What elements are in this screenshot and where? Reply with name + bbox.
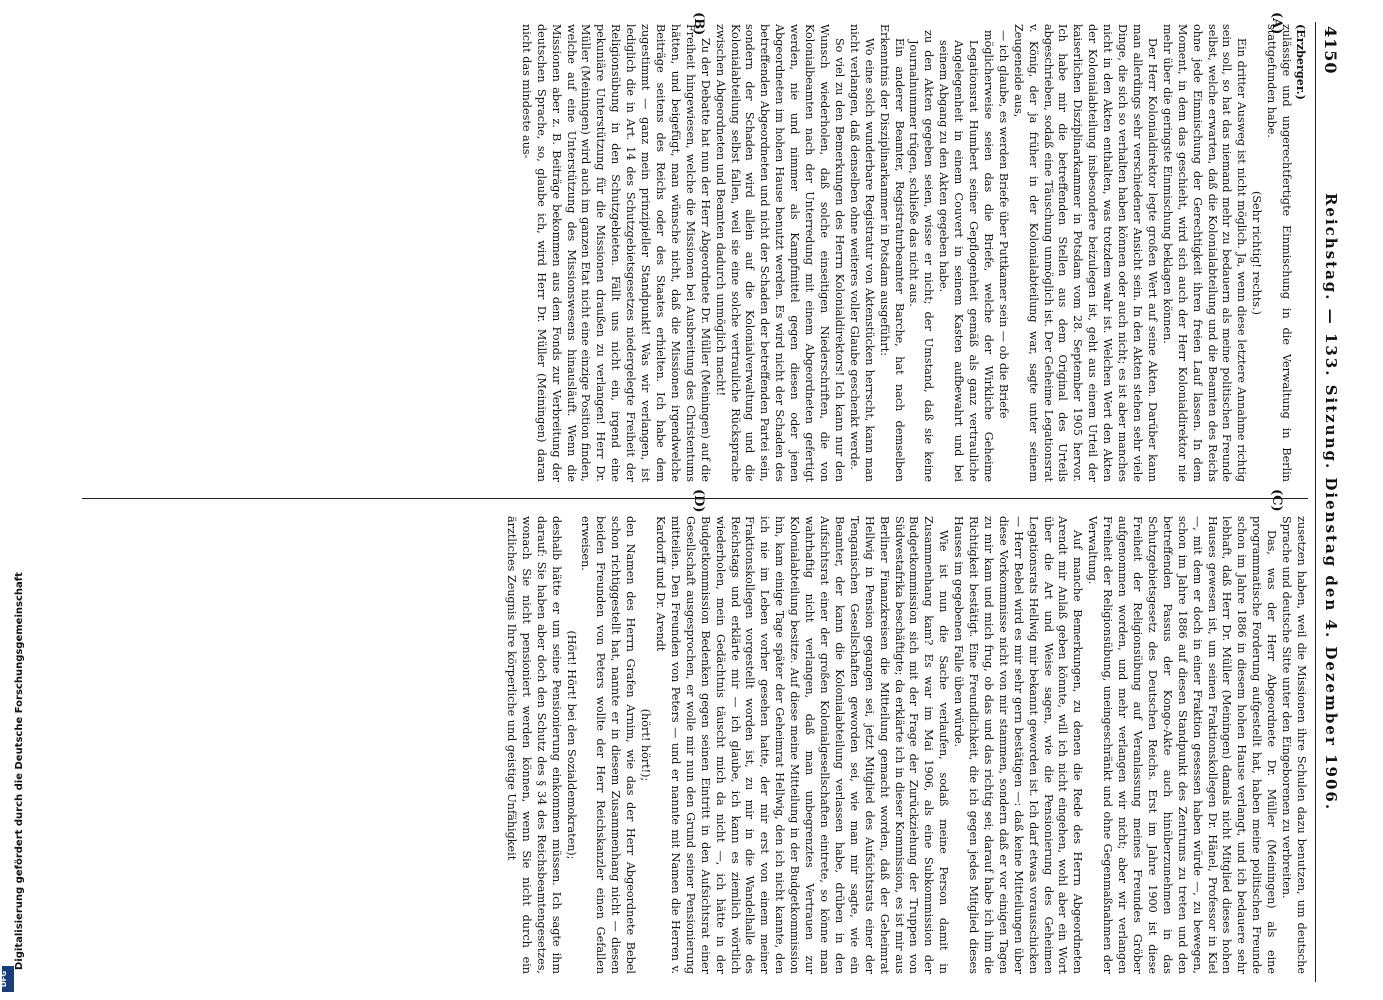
margin-mark-a: (A) — [1269, 12, 1284, 35]
paragraph: Das, was der Herr Abgeordnete Dr. Müller (Meiningen) als eine programmatische Forderung aufgestellt hat, haben meine politischen Freunde schon im Jahre 1886 in diesem hohen Hause verlangt, und ich bedauere sehr lebhaft, daß Herr Dr. Müller (Meiningen) damals nicht Mitglied dieses hohen Hauses gewesen ist, um seinen Fraktionskollegen Dr. Hänel, Professor in Kiel —, mit dem er doch in einer Fraktion gesessen haben würde —, zu bewegen, schon im Jahre 1886 auf diesen Standpunkt des Zentrums zu treten und den betreffenden Passus der Kongo-Akte auch hinüberzunehmen in das Schutzgebietsgesetz des Deutschen Reichs. Erst im Jahre 1900 ist diese Freiheit der Religionsübung auf Veranlassung meines Freundes Gröber aufgenommen worden, und mehr verlangen wir nicht; aber wir verlangen Freiheit der Religionsübung, uneingeschränkt und ohne Gegenmaßnahmen der Verwaltung. — [1086, 516, 1279, 974]
page-header — [1312, 22, 1342, 982]
header-rule — [1315, 22, 1316, 982]
paragraph: So viel zu den Bemerkungen des Herrn Kolonialdirektors! Ich kann nur den Wunsch wiederholen, daß solche einseitigen Niederschriften, die von Kolonialbeamten nach der Unterredung mit einem Abgeordneten gefertigt werden, nie und nimmer als Kampfmittel gegen diesen oder jenen Abgeordneten im hohen Hause benutzt werden. Es wird nicht der Schaden des betreffenden Abgeordneten und nicht der Schaden der betreffenden Partei sein, sondern der Schaden wird allein auf die Kolonialverwaltung und die Kolonialabteilung selbst fallen, weil sie eine solche vertrauliche Rücksprache zwischen Abgeordneten und Beamten dadurch unmöglich macht! — [713, 24, 846, 482]
paragraph: deshalb hätte er um seine Pensionierung einkommen müssen. Ich sagte ihm darauf: Sie haben aber doch den Schutz des § 34 des Reichsbeamtengesetzes, wonach Sie nicht pensioniert werden können, wenn Sie nicht durch ein ärztliches Zeugnis Ihre körperliche und geistige Unfähigkeit — [504, 516, 563, 974]
margin-mark-b: (B) — [691, 12, 706, 36]
paragraph: Zu der Debatte hat nun der Herr Abgeordnete Dr. Müller (Meiningen) auf die Freiheit hingewiesen, welche die Missionen bei Ausbreitung des Christentums hätten, und beigefügt, man wünsche nicht, daß die Missionen irgendwelche Beiträge seitens des Reichs oder des Staates erhielten. Ich habe dem zugestimmt — ganz mein prinzipieller Standpunkt! Was wir verlangen, ist lediglich die in Art. 14 des Schutzgebietsgesetzes niedergelegte Freiheit der Religionsübung in den Schutzgebieten. Fällt uns nicht ein, irgend eine pekuniäre Unterstützung für die Missionen draußen zu verlangen! Herr Dr. Müller (Meiningen) wird auch im ganzen Etat nicht eine einzige Position finden, welche auf eine Unterstützung des Missionswesens hinausläuft. Wenn die Missionen aber z. B. Beiträge bekommen aus dem Fonds zur Verbreitung der deutschen Sprache, so, glaube ich, wird Herr Dr. Müller (Meiningen) daran nicht das mindeste aus- — [519, 24, 712, 482]
dfg-logo — [2, 966, 14, 992]
paragraph: Auf manche Bemerkungen, zu denen die Rede des Herrn Abgeordneten Arendt mir Anlaß geben könnte, will ich nicht eingehen, wohl aber ein Wort über die Art und Weise sagen, wie die Pensionierung des Geheimen Legationsrats Hellwig mir bekannt geworden ist. Ich darf etwas vorausschicken — Herr Bebel wird es mir sehr gern bestätigen —: daß keine Mitteilungen über diese Vorkommnisse nicht von mir stammen, sondern daß er vor einigen Tagen zu mir kam und mich frug, ob das und das richtig sei; darauf habe ich ihm die Richtigkeit bestätigt. Eine Freundlichkeit, die ich gegen jedes Mitglied dieses Hauses im gegebenen Falle üben würde. — [952, 516, 1085, 974]
paragraph: Wie ist nun die Sache verlaufen, sodaß meine Person damit in Zusammenhang kam? Es war im Mai 1906, als eine Subkommission der Budgetkommission sich mit der Frage der Zurückziehung der Truppen von Südwestafrika beschäftigte; da erklärte ich in dieser Kommission, es ist mir aus Berliner Finanzkreisen die Mitteilung gemacht worden, daß der Geheimrat Hellwig in Pension gegangen sei, jetzt Mitglied des Aufsichtsrats einer der Tenganischen Gesellschaften geworden sei, wie man mir sagte, wie ein Beamter, der kann die Kolonialabteilung verlassen habe, drüben in den Aufsichtsrat einer der großen Kolonialgesellschaften eintrete, so könne man wahrhaftig nicht verlangen, daß man unbegrenztes Vertrauen zur Kolonialabteilung besitze. Auf diese meine Mitteilung in der Budgetkommission hin, kam einige Tage später der Geheimrat Hellwig, den ich nicht kannte, den ich nie im Leben vorher gesehen hatte, der mir erst von einem meiner Fraktionskollegen vorgestellt worden ist, zu mir in die Wandelhalle des Reichstags und erklärte mir — ich glaube, ich kann es ziemlich wörtlich wiederholen, mein Gedächtnis täuscht mich da nicht —, ich hätte in der Budgetkommission Bedenken gegen seinen Eintritt in den Aufsichtsrat einer Gesellschaft ausgesprochen, er wolle mir nun den Grund seiner Pensionierung mitteilen. Den Freunden von Peters — und er nannte mit Namen die Herren v. Kardorff und Dr. Arendt — [654, 516, 951, 974]
paragraph: (Hört! Hört! bei den Sozialdemokraten); — [564, 630, 578, 860]
paragraph: (hört! hört!); — [639, 708, 653, 782]
rotated-document-page — [52, 12, 1342, 982]
column-divider — [82, 498, 1308, 499]
right-text-column — [82, 516, 1308, 974]
paragraph: Ein anderer Beamter, Registraturbeamter Barche, hat nach demselben Erkenntnis der Disziplinarkammer in Potsdam ausgeführt: — [877, 24, 906, 482]
left-text-column — [82, 24, 1308, 482]
paragraph: — ich glaube, es werden Briefe über Puttkamer sein — ob die Briefe — [996, 30, 1010, 419]
speaker-name: (Erzberger.) — [1294, 24, 1308, 100]
digitization-credit: Digitalisierung gefördert durch die Deutsche Forschungsgemeinschaft — [14, 572, 25, 970]
page-number: 4150 — [1321, 26, 1340, 75]
margin-mark-c: (C) — [1269, 489, 1284, 512]
running-head: Reichstag. — 133. Sitzung. Dienstag den 4. Dezember 1906. — [1322, 192, 1340, 812]
paragraph: Wo eine solch wunderbare Registratur von Aktenstücken herrscht, kann man nicht verlangen, daß denselben ohne weiteres voller Glaube geschenkt werde. — [847, 24, 876, 482]
margin-mark-d: (D) — [691, 489, 706, 513]
paragraph: zu den Akten gegeben seien, wisse er nicht; der Umstand, daß sie keine Journalnummer trügen, schließe das nicht aus. — [907, 30, 936, 482]
paragraph: den Namen des Herrn Grafen Arnim, wie das der Herr Abgeordnete Bebel schon richtiggestellt hat, nannte er in diesem Zusammenhang nicht — diesen beiden Freunden von Peters wollte der Herr Reichskanzler einen Gefallen erweisen. — [579, 516, 638, 974]
paragraph: zulässige und ungerechtfertigte Einmischung in die Verwaltung in Berlin stattgefunden habe. — [1265, 24, 1294, 482]
paragraph: möglicherweise seien das die Briefe, welche der Wirkliche Geheime Legationsrat Humbert seiner Gepflogenheit gemäß als ganz vertrauliche Angelegenheit in einem Couvert in seinem Kasten aufbewahrt und bei seinem Abgang zu den Akten gegeben habe. — [937, 30, 995, 482]
paragraph: Der Herr Kolonialdirektor legte großen Wert auf seine Akten. Darüber kann man allerdings sehr verschiedener Ansicht sein. In den Akten stehen sehr viele Dinge, die sich so verhalten haben können oder auch nicht; es ist aber manches nicht in den Akten enthalten, was trotzdem wahr ist. Welchen Wert den Akten der Kolonialabteilung insbesondere beizulegen ist, geht aus einem Urteil der kaiserlichen Disziplinarkammer in Potsdam vom 28. September 1905 hervor. Ich habe mir die betreffenden Stellen aus dem Original des Urteils abgeschrieben, sodaß eine Täuschung unmöglich ist. Der Geheime Legationsrat v. König, der ja früher in der Kolonialabteilung war, sagte unter seinem Zeugeneide aus, — [1011, 24, 1159, 482]
paragraph: (Sehr richtig! rechts.) — [1250, 190, 1264, 316]
dfg-logo-text: DFG — [0, 970, 9, 988]
paragraph: Ein dritter Ausweg ist nicht möglich. Ja, wenn diese letztere Annahme richtig sein soll, so hat das niemand mehr zu bedauern als meine politischen Freunde selbst, welche erwarten, daß die Kolonialabteilung und die Beamten des Reichs ohne jede Einmischung der Gerechtigkeit ihren freien Lauf lassen. In dem Moment, in dem das geschieht, wird sich auch der Herr Kolonialdirektor nie mehr über die geringste Einmischung beklagen können. — [1160, 24, 1249, 482]
paragraph: zusetzen haben, weil die Missionen ihre Schulen dazu benutzen, um deutsche Sprache und deutsche Sitte unter den Eingeborenen zu verbreiten. — [1280, 516, 1308, 974]
